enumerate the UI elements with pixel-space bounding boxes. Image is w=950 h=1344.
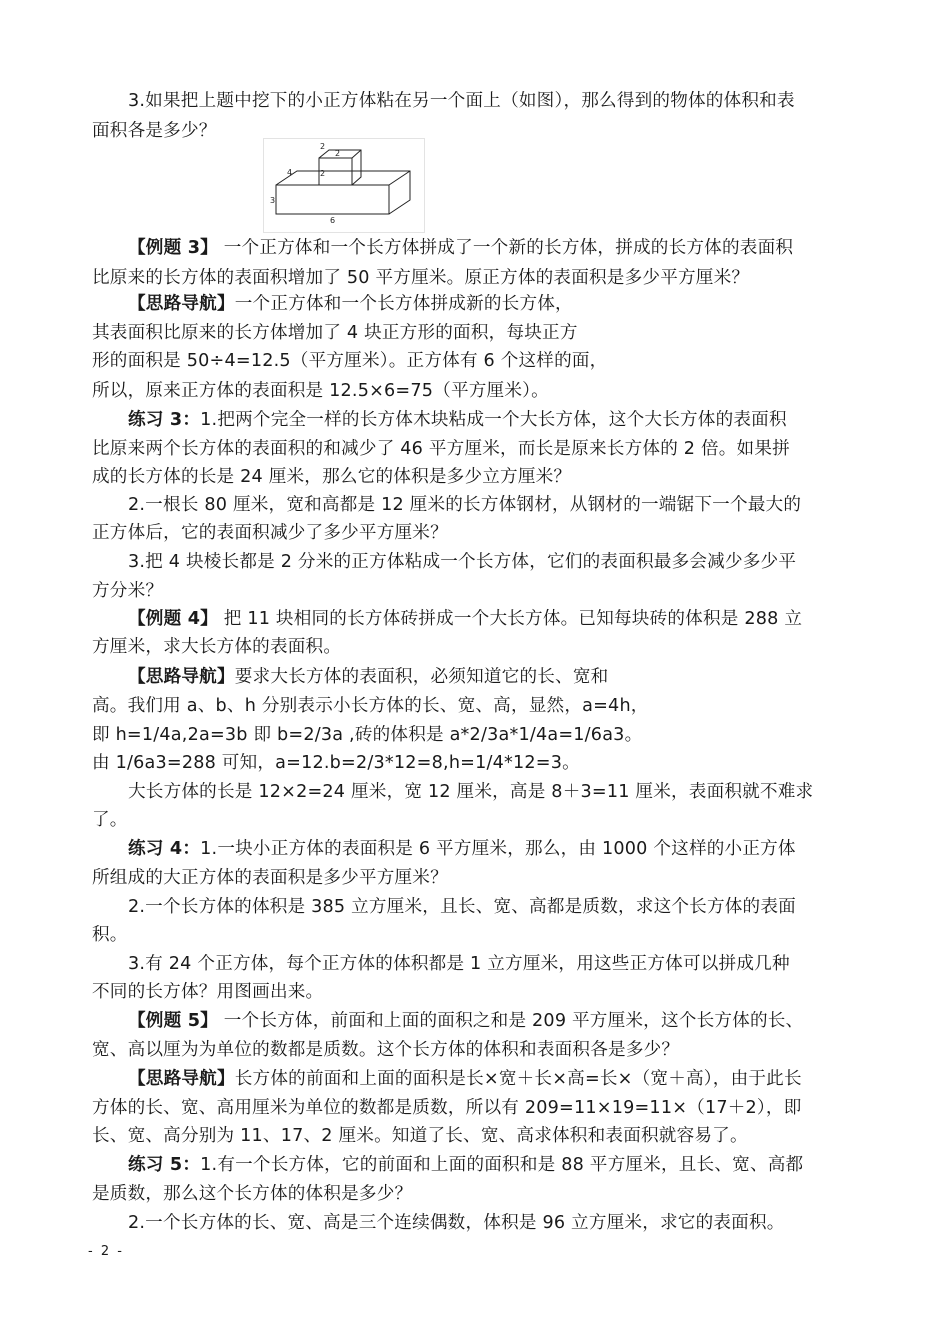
- solution-label: 【思路导航】: [128, 1069, 235, 1089]
- example-label: 【例题 5】: [128, 1011, 218, 1031]
- solution-text: 了。: [92, 810, 128, 830]
- solution-heading: 【思路导航】一个正方体和一个长方体拼成新的长方体，: [128, 294, 573, 314]
- dimension-label: 2: [320, 142, 326, 151]
- practice-text: 成的长方体的长是 24 厘米，那么它的体积是多少立方厘米？: [92, 467, 572, 487]
- example-text: 方厘米，求大长方体的表面积。: [92, 637, 342, 657]
- practice-label: 练习 3：: [128, 410, 201, 430]
- practice-text: 3.有 24 个正方体，每个正方体的体积都是 1 立方厘米，用这些正方体可以拼成几种: [128, 954, 790, 974]
- practice-text: 方分米？: [92, 581, 164, 601]
- solution-heading: 【思路导航】要求大长方体的表面积，必须知道它的长、宽和: [128, 667, 609, 687]
- practice-text: 积。: [92, 925, 128, 945]
- dimension-label: 6: [330, 216, 336, 225]
- example-heading: 【例题 4】 把 11 块相同的长方体砖拼成一个大长方体。已知每块砖的体积是 288 立: [128, 609, 803, 629]
- example-text: 比原来的长方体的表面积增加了 50 平方厘米。原正方体的表面积是多少平方厘米？: [92, 268, 750, 288]
- solution-text: 其表面积比原来的长方体增加了 4 块正方形的面积，每块正方: [92, 323, 578, 343]
- solution-label: 【思路导航】: [128, 667, 235, 687]
- page-number: - 2 -: [88, 1244, 124, 1259]
- practice-text: 2.一个长方体的长、宽、高是三个连续偶数，体积是 96 立方厘米，求它的表面积。: [128, 1213, 785, 1233]
- solution-text: 大长方体的长是 12×2=24 厘米，宽 12 厘米，高是 8＋3=11 厘米，表面积就不难求: [128, 782, 814, 802]
- practice-text: 是质数，那么这个长方体的体积是多少？: [92, 1184, 413, 1204]
- solution-text: 由 1/6a3=288 可知，a=12.b=2/3*12=8,h=1/4*12=3。: [92, 753, 580, 773]
- example-text: 宽、高以厘为为单位的数都是质数。这个长方体的体积和表面积各是多少？: [92, 1040, 680, 1060]
- practice-text: 2.一个长方体的体积是 385 立方厘米，且长、宽、高都是质数，求这个长方体的表面: [128, 897, 796, 917]
- practice-label: 练习 5：: [128, 1155, 201, 1175]
- problem-text: 面积各是多少？: [92, 121, 217, 141]
- solution-text: 形的面积是 50÷4=12.5（平方厘米）。正方体有 6 个这样的面，: [92, 351, 608, 371]
- example-heading: 【例题 3】 一个正方体和一个长方体拼成了一个新的长方体，拼成的长方体的表面积: [128, 238, 794, 258]
- practice-label: 练习 4：: [128, 839, 201, 859]
- practice-heading: 练习 3：1.把两个完全一样的长方体木块粘成一个大长方体，这个大长方体的表面积: [128, 410, 787, 430]
- dimension-label: 3: [270, 196, 276, 205]
- practice-text: 所组成的大正方体的表面积是多少平方厘米？: [92, 868, 448, 888]
- solution-heading: 【思路导航】长方体的前面和上面的面积是长×宽＋长×高=长×（宽＋高），由于此长: [128, 1069, 802, 1089]
- practice-text: 2.一根长 80 厘米，宽和高都是 12 厘米的长方体钢材，从钢材的一端锯下一个最大的: [128, 495, 802, 515]
- example-label: 【例题 3】: [128, 238, 218, 258]
- practice-heading: 练习 5：1.有一个长方体，它的前面和上面的面积和是 88 平方厘米，且长、宽、高都: [128, 1155, 804, 1175]
- solution-text: 所以，原来正方体的表面积是 12.5×6=75（平方厘米）。: [92, 381, 549, 401]
- dimension-label: 4: [287, 168, 293, 177]
- solution-text: 即 h=1/4a,2a=3b 即 b=2/3a ,砖的体积是 a*2/3a*1/4a=1/6a3。: [92, 725, 643, 745]
- solution-text: 高。我们用 a、b、h 分别表示小长方体的长、宽、高，显然，a=4h，: [92, 696, 649, 716]
- problem-text: 3.如果把上题中挖下的小正方体粘在另一个面上（如图），那么得到的物体的体积和表: [128, 91, 795, 111]
- practice-heading: 练习 4：1.一块小正方体的表面积是 6 平方厘米，那么，由 1000 个这样的小正方体: [128, 839, 796, 859]
- practice-text: 比原来两个长方体的表面积的和减少了 46 平方厘米，而长是原来长方体的 2 倍。如果拼: [92, 439, 790, 459]
- example-heading: 【例题 5】 一个长方体，前面和上面的面积之和是 209 平方厘米，这个长方体的长、: [128, 1011, 804, 1031]
- box-figure: [263, 138, 425, 233]
- dimension-label: 2: [335, 149, 341, 158]
- solution-text: 长、宽、高分别为 11、17、2 厘米。知道了长、宽、高求体积和表面积就容易了。: [92, 1126, 748, 1146]
- dimension-label: 2: [320, 169, 326, 178]
- example-label: 【例题 4】: [128, 609, 218, 629]
- solution-text: 方体的长、宽、高用厘米为单位的数都是质数，所以有 209=11×19=11×（17＋2），即: [92, 1098, 802, 1118]
- practice-text: 正方体后，它的表面积减少了多少平方厘米？: [92, 523, 448, 543]
- practice-text: 3.把 4 块棱长都是 2 分米的正方体粘成一个长方体，它们的表面积最多会减少多少平: [128, 552, 797, 572]
- practice-text: 不同的长方体？用图画出来。: [92, 982, 324, 1002]
- solution-label: 【思路导航】: [128, 294, 235, 314]
